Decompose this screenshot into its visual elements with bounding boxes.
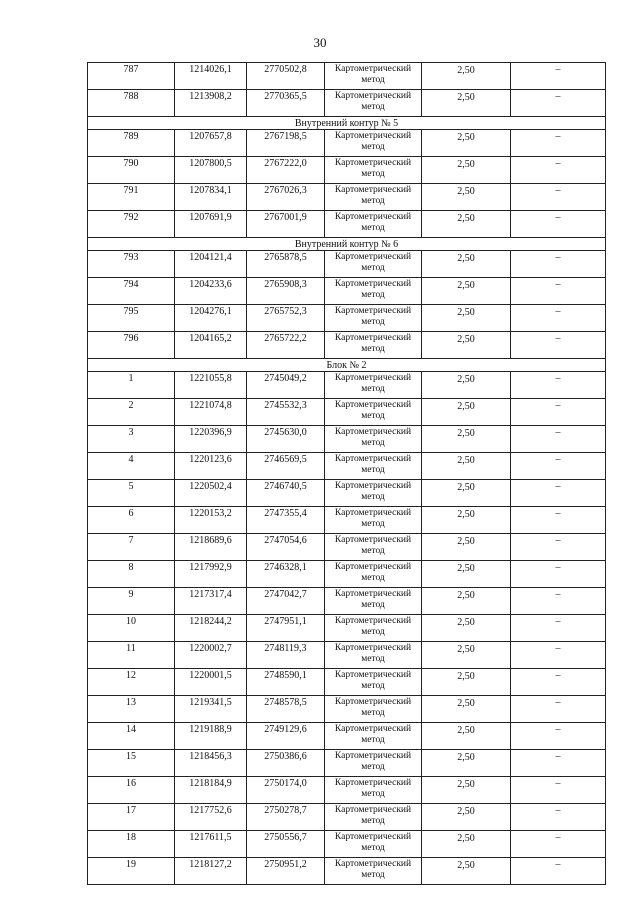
coord-y-cell: 2746740,5 — [247, 480, 325, 507]
table-row — [88, 831, 606, 858]
coord-y-cell: 2767001,9 — [247, 211, 325, 238]
point-number-cell: 13 — [88, 696, 175, 723]
accuracy-cell: 2,50 — [422, 723, 511, 750]
point-number-cell: 789 — [88, 130, 175, 157]
coord-x-cell: 1217317,4 — [175, 588, 247, 615]
table-row — [88, 696, 606, 723]
table-row — [88, 588, 606, 615]
note-cell: – — [511, 480, 606, 507]
coord-x-cell: 1220153,2 — [175, 507, 247, 534]
method-cell: Картометрический метод — [325, 251, 422, 278]
point-number-cell: 793 — [88, 251, 175, 278]
point-number-cell: 2 — [88, 399, 175, 426]
note-cell: – — [511, 615, 606, 642]
accuracy-cell: 2,50 — [422, 251, 511, 278]
coord-x-cell: 1218244,2 — [175, 615, 247, 642]
accuracy-cell: 2,50 — [422, 426, 511, 453]
method-cell: Картометрический метод — [325, 426, 422, 453]
table-row — [88, 804, 606, 831]
section-header-row — [88, 238, 606, 251]
table-row — [88, 669, 606, 696]
table-row — [88, 399, 606, 426]
coord-y-cell: 2750951,2 — [247, 858, 325, 885]
note-cell: – — [511, 588, 606, 615]
point-number-cell: 19 — [88, 858, 175, 885]
coord-x-cell: 1220002,7 — [175, 642, 247, 669]
note-cell: – — [511, 507, 606, 534]
table-row — [88, 251, 606, 278]
table-row — [88, 480, 606, 507]
point-number-cell: 791 — [88, 184, 175, 211]
coord-y-cell: 2745049,2 — [247, 372, 325, 399]
accuracy-cell: 2,50 — [422, 90, 511, 117]
accuracy-cell: 2,50 — [422, 211, 511, 238]
note-cell: – — [511, 157, 606, 184]
note-cell: – — [511, 426, 606, 453]
coord-y-cell: 2745532,3 — [247, 399, 325, 426]
method-cell: Картометрический метод — [325, 777, 422, 804]
method-cell: Картометрический метод — [325, 831, 422, 858]
note-cell: – — [511, 184, 606, 211]
method-cell: Картометрический метод — [325, 507, 422, 534]
coord-x-cell: 1217611,5 — [175, 831, 247, 858]
coord-x-cell: 1218456,3 — [175, 750, 247, 777]
coord-x-cell: 1218689,6 — [175, 534, 247, 561]
coord-x-cell: 1220001,5 — [175, 669, 247, 696]
table-row — [88, 561, 606, 588]
section-header-row — [88, 359, 606, 372]
method-cell: Картометрический метод — [325, 278, 422, 305]
point-number-cell: 794 — [88, 278, 175, 305]
accuracy-cell: 2,50 — [422, 130, 511, 157]
method-cell: Картометрический метод — [325, 90, 422, 117]
note-cell: – — [511, 90, 606, 117]
accuracy-cell: 2,50 — [422, 480, 511, 507]
note-cell: – — [511, 750, 606, 777]
note-cell: – — [511, 561, 606, 588]
point-number-cell: 795 — [88, 305, 175, 332]
method-cell: Картометрический метод — [325, 372, 422, 399]
point-number-cell: 6 — [88, 507, 175, 534]
coord-x-cell: 1220396,9 — [175, 426, 247, 453]
note-cell: – — [511, 130, 606, 157]
coord-y-cell: 2749129,6 — [247, 723, 325, 750]
coord-y-cell: 2750386,6 — [247, 750, 325, 777]
table-row — [88, 507, 606, 534]
table-row — [88, 750, 606, 777]
coord-y-cell: 2747042,7 — [247, 588, 325, 615]
point-number-cell: 7 — [88, 534, 175, 561]
accuracy-cell: 2,50 — [422, 669, 511, 696]
point-number-cell: 796 — [88, 332, 175, 359]
coord-x-cell: 1219188,9 — [175, 723, 247, 750]
note-cell: – — [511, 278, 606, 305]
point-number-cell: 9 — [88, 588, 175, 615]
accuracy-cell: 2,50 — [422, 507, 511, 534]
coord-y-cell: 2750174,0 — [247, 777, 325, 804]
coord-y-cell: 2750556,7 — [247, 831, 325, 858]
point-number-cell: 16 — [88, 777, 175, 804]
method-cell: Картометрический метод — [325, 669, 422, 696]
point-number-cell: 10 — [88, 615, 175, 642]
coord-y-cell: 2748578,5 — [247, 696, 325, 723]
accuracy-cell: 2,50 — [422, 750, 511, 777]
point-number-cell: 8 — [88, 561, 175, 588]
accuracy-cell: 2,50 — [422, 399, 511, 426]
table-row — [88, 157, 606, 184]
coord-x-cell: 1207834,1 — [175, 184, 247, 211]
accuracy-cell: 2,50 — [422, 332, 511, 359]
coord-x-cell: 1207691,9 — [175, 211, 247, 238]
table-row — [88, 615, 606, 642]
point-number-cell: 792 — [88, 211, 175, 238]
coord-y-cell: 2747054,6 — [247, 534, 325, 561]
coord-x-cell: 1221055,8 — [175, 372, 247, 399]
section-title: Внутренний контур № 6 — [88, 238, 606, 251]
coord-x-cell: 1204233,6 — [175, 278, 247, 305]
note-cell: – — [511, 453, 606, 480]
note-cell: – — [511, 63, 606, 90]
coordinates-table — [87, 62, 606, 885]
note-cell: – — [511, 696, 606, 723]
coord-y-cell: 2746328,1 — [247, 561, 325, 588]
note-cell: – — [511, 372, 606, 399]
method-cell: Картометрический метод — [325, 211, 422, 238]
point-number-cell: 1 — [88, 372, 175, 399]
note-cell: – — [511, 534, 606, 561]
table-row — [88, 372, 606, 399]
method-cell: Картометрический метод — [325, 305, 422, 332]
method-cell: Картометрический метод — [325, 453, 422, 480]
accuracy-cell: 2,50 — [422, 534, 511, 561]
point-number-cell: 788 — [88, 90, 175, 117]
method-cell: Картометрический метод — [325, 332, 422, 359]
coord-y-cell: 2765752,3 — [247, 305, 325, 332]
point-number-cell: 14 — [88, 723, 175, 750]
coord-x-cell: 1207800,5 — [175, 157, 247, 184]
coord-y-cell: 2765722,2 — [247, 332, 325, 359]
point-number-cell: 18 — [88, 831, 175, 858]
coord-x-cell: 1204276,1 — [175, 305, 247, 332]
table-row — [88, 332, 606, 359]
point-number-cell: 12 — [88, 669, 175, 696]
coord-x-cell: 1204121,4 — [175, 251, 247, 278]
note-cell: – — [511, 399, 606, 426]
coord-x-cell: 1218127,2 — [175, 858, 247, 885]
note-cell: – — [511, 777, 606, 804]
accuracy-cell: 2,50 — [422, 63, 511, 90]
coord-y-cell: 2770502,8 — [247, 63, 325, 90]
accuracy-cell: 2,50 — [422, 777, 511, 804]
table-row — [88, 63, 606, 90]
table-row — [88, 642, 606, 669]
table-row — [88, 426, 606, 453]
table-row — [88, 723, 606, 750]
method-cell: Картометрический метод — [325, 561, 422, 588]
note-cell: – — [511, 669, 606, 696]
point-number-cell: 4 — [88, 453, 175, 480]
table-row — [88, 184, 606, 211]
coord-x-cell: 1217752,6 — [175, 804, 247, 831]
method-cell: Картометрический метод — [325, 723, 422, 750]
table-row — [88, 90, 606, 117]
coord-y-cell: 2770365,5 — [247, 90, 325, 117]
accuracy-cell: 2,50 — [422, 615, 511, 642]
method-cell: Картометрический метод — [325, 858, 422, 885]
section-title: Внутренний контур № 5 — [88, 117, 606, 130]
coord-y-cell: 2765878,5 — [247, 251, 325, 278]
note-cell: – — [511, 332, 606, 359]
note-cell: – — [511, 804, 606, 831]
note-cell: – — [511, 211, 606, 238]
point-number-cell: 17 — [88, 804, 175, 831]
point-number-cell: 787 — [88, 63, 175, 90]
method-cell: Картометрический метод — [325, 130, 422, 157]
coord-y-cell: 2765908,3 — [247, 278, 325, 305]
coord-y-cell: 2748119,3 — [247, 642, 325, 669]
accuracy-cell: 2,50 — [422, 453, 511, 480]
accuracy-cell: 2,50 — [422, 858, 511, 885]
coord-x-cell: 1213908,2 — [175, 90, 247, 117]
note-cell: – — [511, 251, 606, 278]
method-cell: Картометрический метод — [325, 642, 422, 669]
accuracy-cell: 2,50 — [422, 588, 511, 615]
accuracy-cell: 2,50 — [422, 696, 511, 723]
method-cell: Картометрический метод — [325, 804, 422, 831]
accuracy-cell: 2,50 — [422, 184, 511, 211]
method-cell: Картометрический метод — [325, 399, 422, 426]
table-row — [88, 858, 606, 885]
coord-y-cell: 2767026,3 — [247, 184, 325, 211]
note-cell: – — [511, 305, 606, 332]
coord-x-cell: 1219341,5 — [175, 696, 247, 723]
coord-x-cell: 1218184,9 — [175, 777, 247, 804]
accuracy-cell: 2,50 — [422, 157, 511, 184]
coord-y-cell: 2746569,5 — [247, 453, 325, 480]
accuracy-cell: 2,50 — [422, 804, 511, 831]
point-number-cell: 5 — [88, 480, 175, 507]
coord-y-cell: 2747355,4 — [247, 507, 325, 534]
method-cell: Картометрический метод — [325, 750, 422, 777]
coord-x-cell: 1207657,8 — [175, 130, 247, 157]
table-row — [88, 211, 606, 238]
accuracy-cell: 2,50 — [422, 642, 511, 669]
table-row — [88, 305, 606, 332]
method-cell: Картометрический метод — [325, 534, 422, 561]
method-cell: Картометрический метод — [325, 480, 422, 507]
accuracy-cell: 2,50 — [422, 305, 511, 332]
coord-x-cell: 1204165,2 — [175, 332, 247, 359]
coord-y-cell: 2767222,0 — [247, 157, 325, 184]
method-cell: Картометрический метод — [325, 157, 422, 184]
method-cell: Картометрический метод — [325, 696, 422, 723]
method-cell: Картометрический метод — [325, 588, 422, 615]
note-cell: – — [511, 858, 606, 885]
method-cell: Картометрический метод — [325, 63, 422, 90]
coord-y-cell: 2767198,5 — [247, 130, 325, 157]
method-cell: Картометрический метод — [325, 184, 422, 211]
point-number-cell: 15 — [88, 750, 175, 777]
table-row — [88, 534, 606, 561]
accuracy-cell: 2,50 — [422, 372, 511, 399]
section-title: Блок № 2 — [88, 359, 606, 372]
table-row — [88, 130, 606, 157]
coord-y-cell: 2745630,0 — [247, 426, 325, 453]
accuracy-cell: 2,50 — [422, 831, 511, 858]
coord-x-cell: 1221074,8 — [175, 399, 247, 426]
note-cell: – — [511, 723, 606, 750]
coord-y-cell: 2747951,1 — [247, 615, 325, 642]
section-header-row — [88, 117, 606, 130]
coord-x-cell: 1214026,1 — [175, 63, 247, 90]
coord-y-cell: 2748590,1 — [247, 669, 325, 696]
accuracy-cell: 2,50 — [422, 561, 511, 588]
table-row — [88, 453, 606, 480]
point-number-cell: 3 — [88, 426, 175, 453]
coord-y-cell: 2750278,7 — [247, 804, 325, 831]
page-number: 30 — [313, 35, 327, 50]
table-row — [88, 278, 606, 305]
coord-x-cell: 1217992,9 — [175, 561, 247, 588]
coord-x-cell: 1220502,4 — [175, 480, 247, 507]
table-row — [88, 777, 606, 804]
method-cell: Картометрический метод — [325, 615, 422, 642]
point-number-cell: 790 — [88, 157, 175, 184]
note-cell: – — [511, 831, 606, 858]
coord-x-cell: 1220123,6 — [175, 453, 247, 480]
accuracy-cell: 2,50 — [422, 278, 511, 305]
point-number-cell: 11 — [88, 642, 175, 669]
note-cell: – — [511, 642, 606, 669]
